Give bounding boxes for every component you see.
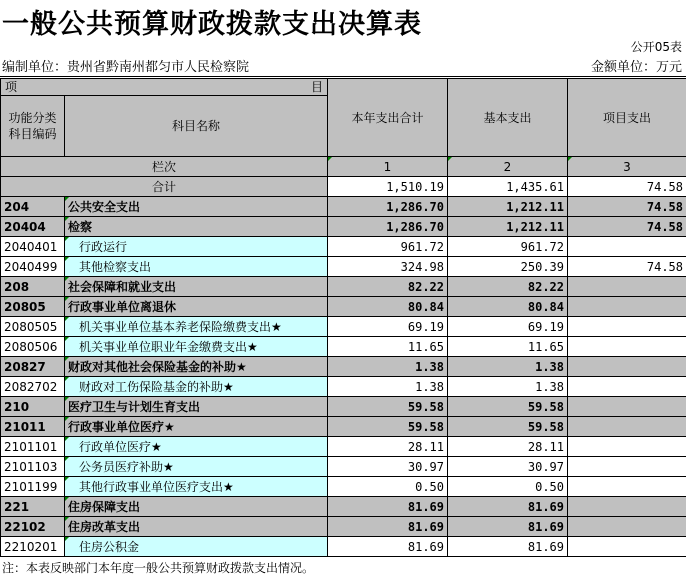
row-code: 204 (1, 197, 65, 217)
row-project (568, 277, 686, 297)
row-project (568, 297, 686, 317)
row-total: 30.97 (328, 457, 448, 477)
unit-label: 编制单位：贵州省黔南州都匀市人民检察院 (2, 60, 250, 75)
row-code: 208 (1, 277, 65, 297)
table-row (1, 397, 686, 417)
table-row (1, 357, 686, 377)
table-row (1, 377, 686, 397)
row-name: 医疗卫生与计划生育支出 (65, 397, 328, 417)
table-row (1, 337, 686, 357)
row-basic: 81.69 (448, 497, 568, 517)
row-index-label: 栏次 (1, 157, 328, 177)
row-basic: 81.69 (448, 517, 568, 537)
row-total: 82.22 (328, 277, 448, 297)
row-name: 财政对工伤保险基金的补助★ (65, 377, 328, 397)
row-name: 社会保障和就业支出 (65, 277, 328, 297)
total-basic: 1,435.61 (448, 177, 568, 197)
table-row (1, 417, 686, 437)
row-project (568, 457, 686, 477)
row-name: 住房保障支出 (65, 497, 328, 517)
row-total: 59.58 (328, 397, 448, 417)
row-total: 1.38 (328, 357, 448, 377)
row-basic: 59.58 (448, 397, 568, 417)
row-name: 公共安全支出 (65, 197, 328, 217)
row-code: 221 (1, 497, 65, 517)
row-code: 2080505 (1, 317, 65, 337)
table-row (1, 197, 686, 217)
row-code: 210 (1, 397, 65, 417)
total-project: 74.58 (568, 177, 686, 197)
page-title: 一般公共预算财政拨款支出决算表 (2, 9, 422, 40)
total-total: 1,510.19 (328, 177, 448, 197)
row-project: 74.58 (568, 257, 686, 277)
row-total: 961.72 (328, 237, 448, 257)
row-name: 财政对其他社会保险基金的补助★ (65, 357, 328, 377)
table-row (1, 477, 686, 497)
row-project (568, 497, 686, 517)
table-code: 公开05表 (630, 40, 682, 54)
row-name: 公务员医疗补助★ (65, 457, 328, 477)
index-2: 2 (448, 157, 568, 177)
table-row (1, 217, 686, 237)
total-row (1, 177, 686, 197)
table-row (1, 317, 686, 337)
row-name: 其他检察支出 (65, 257, 328, 277)
total-label: 合计 (1, 177, 328, 197)
table-row (1, 277, 686, 297)
row-total: 0.50 (328, 477, 448, 497)
header-underline (0, 76, 686, 77)
row-total: 1,286.70 (328, 197, 448, 217)
table-row (1, 297, 686, 317)
footnote: 注：本表反映部门本年度一般公共预算财政拨款支出情况。 (2, 561, 315, 575)
row-basic: 80.84 (448, 297, 568, 317)
row-total: 28.11 (328, 437, 448, 457)
amount-unit: 金额单位：万元 (590, 60, 682, 75)
row-name: 其他行政事业单位医疗支出★ (65, 477, 328, 497)
row-project (568, 337, 686, 357)
func-code-header: 功能分类科目编码 (1, 96, 65, 157)
row-basic: 1,212.11 (448, 197, 568, 217)
row-name: 行政单位医疗★ (65, 437, 328, 457)
row-project (568, 377, 686, 397)
row-code: 2101103 (1, 457, 65, 477)
row-project (568, 357, 686, 377)
row-basic: 69.19 (448, 317, 568, 337)
row-project (568, 397, 686, 417)
col-basic-header: 基本支出 (448, 79, 568, 157)
row-code: 22102 (1, 517, 65, 537)
row-basic: 1,212.11 (448, 217, 568, 237)
row-code: 2040499 (1, 257, 65, 277)
row-name: 行政事业单位医疗★ (65, 417, 328, 437)
col-total-header: 本年支出合计 (328, 79, 448, 157)
row-basic: 11.65 (448, 337, 568, 357)
row-name: 行政运行 (65, 237, 328, 257)
row-project: 74.58 (568, 197, 686, 217)
row-total: 69.19 (328, 317, 448, 337)
item-header-left: 项 (5, 80, 18, 94)
row-project (568, 437, 686, 457)
row-project (568, 317, 686, 337)
row-code: 2040401 (1, 237, 65, 257)
row-basic: 30.97 (448, 457, 568, 477)
row-total: 81.69 (328, 537, 448, 557)
table-row (1, 437, 686, 457)
row-project (568, 417, 686, 437)
row-name: 机关事业单位基本养老保险缴费支出★ (65, 317, 328, 337)
row-total: 11.65 (328, 337, 448, 357)
row-project (568, 537, 686, 557)
row-basic: 28.11 (448, 437, 568, 457)
expenditure-table (0, 78, 686, 557)
index-row (1, 157, 686, 177)
row-code: 20404 (1, 217, 65, 237)
row-project (568, 477, 686, 497)
row-code: 20827 (1, 357, 65, 377)
row-basic: 1.38 (448, 377, 568, 397)
row-total: 81.69 (328, 517, 448, 537)
index-3: 3 (568, 157, 686, 177)
row-total: 59.58 (328, 417, 448, 437)
index-1: 1 (328, 157, 448, 177)
row-code: 2080506 (1, 337, 65, 357)
row-name: 行政事业单位离退休 (65, 297, 328, 317)
subject-name-header: 科目名称 (65, 96, 328, 157)
row-basic: 82.22 (448, 277, 568, 297)
row-code: 2101199 (1, 477, 65, 497)
row-code: 2210201 (1, 537, 65, 557)
header-row-item (1, 79, 686, 96)
row-total: 1,286.70 (328, 217, 448, 237)
row-basic: 0.50 (448, 477, 568, 497)
row-project (568, 517, 686, 537)
row-project (568, 237, 686, 257)
row-code: 2101101 (1, 437, 65, 457)
row-code: 20805 (1, 297, 65, 317)
row-basic: 250.39 (448, 257, 568, 277)
row-code: 2082702 (1, 377, 65, 397)
table-row (1, 517, 686, 537)
item-header-right: 目 (310, 80, 323, 94)
row-name: 机关事业单位职业年金缴费支出★ (65, 337, 328, 357)
row-name: 住房改革支出 (65, 517, 328, 537)
row-total: 81.69 (328, 497, 448, 517)
table-row (1, 457, 686, 477)
row-total: 1.38 (328, 377, 448, 397)
table-row (1, 257, 686, 277)
row-basic: 59.58 (448, 417, 568, 437)
table-row (1, 497, 686, 517)
row-name: 住房公积金 (65, 537, 328, 557)
col-project-header: 项目支出 (568, 79, 686, 157)
row-basic: 81.69 (448, 537, 568, 557)
row-name: 检察 (65, 217, 328, 237)
table-row (1, 237, 686, 257)
row-code: 21011 (1, 417, 65, 437)
row-basic: 1.38 (448, 357, 568, 377)
row-total: 80.84 (328, 297, 448, 317)
row-basic: 961.72 (448, 237, 568, 257)
row-total: 324.98 (328, 257, 448, 277)
item-header-cell (1, 79, 328, 96)
row-project: 74.58 (568, 217, 686, 237)
table-row (1, 537, 686, 557)
